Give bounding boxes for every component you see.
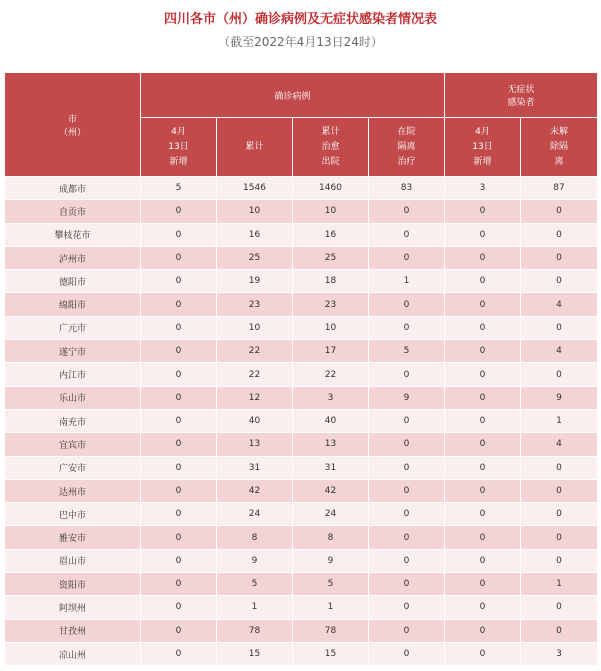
cell-total: 22 — [217, 340, 293, 363]
cell-asym-new: 0 — [445, 549, 521, 572]
cell-total: 9 — [217, 549, 293, 572]
cell-cured: 40 — [293, 409, 369, 432]
header-col-hospital-line-2: 隔离 — [397, 141, 416, 152]
cell-hosp: 0 — [369, 642, 445, 665]
cell-city: 雅安市 — [5, 526, 141, 549]
header-col-total-line-1: 累计 — [245, 141, 264, 152]
cell-hosp: 0 — [369, 246, 445, 269]
header-col-cured — [293, 118, 369, 177]
cell-asym-iso: 1 — [521, 573, 598, 596]
cell-hosp: 0 — [369, 456, 445, 479]
cell-city: 南充市 — [5, 409, 141, 432]
header-col-asym-isolated-line-1: 未解 — [550, 126, 569, 137]
cell-city: 内江市 — [5, 363, 141, 386]
cell-asym-iso: 0 — [521, 270, 598, 293]
cell-city: 成都市 — [5, 177, 141, 200]
cell-total: 15 — [217, 642, 293, 665]
cell-hosp: 0 — [369, 409, 445, 432]
cell-asym-iso: 4 — [521, 293, 598, 316]
header-city — [5, 73, 141, 177]
table-row — [5, 200, 598, 223]
cell-city: 广安市 — [5, 456, 141, 479]
header-col-cured-line-3: 出院 — [321, 156, 340, 167]
cell-asym-iso: 87 — [521, 177, 598, 200]
cell-asym-new: 0 — [445, 363, 521, 386]
covid-stats-table — [4, 72, 598, 666]
cell-city: 凉山州 — [5, 642, 141, 665]
cell-new: 0 — [141, 596, 217, 619]
cell-asym-iso: 4 — [521, 433, 598, 456]
table-row — [5, 573, 598, 596]
cell-city: 攀枝花市 — [5, 223, 141, 246]
cell-city: 遂宁市 — [5, 340, 141, 363]
cell-city: 眉山市 — [5, 549, 141, 572]
cell-new: 0 — [141, 526, 217, 549]
cell-city: 阿坝州 — [5, 596, 141, 619]
cell-city: 绵阳市 — [5, 293, 141, 316]
cell-hosp: 0 — [369, 503, 445, 526]
cell-new: 0 — [141, 270, 217, 293]
cell-hosp: 0 — [369, 433, 445, 456]
cell-new: 0 — [141, 293, 217, 316]
header-col-total — [217, 118, 293, 177]
cell-cured: 10 — [293, 200, 369, 223]
table-row — [5, 293, 598, 316]
cell-new: 0 — [141, 223, 217, 246]
cell-asym-new: 0 — [445, 316, 521, 339]
cell-new: 0 — [141, 479, 217, 502]
cell-asym-new: 0 — [445, 573, 521, 596]
cell-asym-new: 0 — [445, 270, 521, 293]
page-title: 四川各市（州）确诊病例及无症状感染者情况表 — [163, 12, 437, 27]
cell-hosp: 0 — [369, 200, 445, 223]
table-row — [5, 619, 598, 642]
cell-hosp: 83 — [369, 177, 445, 200]
cell-city: 乐山市 — [5, 386, 141, 409]
cell-new: 0 — [141, 549, 217, 572]
table-row — [5, 642, 598, 665]
cell-total: 16 — [217, 223, 293, 246]
cell-total: 23 — [217, 293, 293, 316]
cell-asym-iso: 0 — [521, 246, 598, 269]
cell-asym-new: 0 — [445, 386, 521, 409]
cell-new: 0 — [141, 386, 217, 409]
table-row — [5, 340, 598, 363]
cell-asym-new: 0 — [445, 596, 521, 619]
cell-cured: 22 — [293, 363, 369, 386]
cell-asym-new: 0 — [445, 479, 521, 502]
cell-cured: 25 — [293, 246, 369, 269]
cell-city: 德阳市 — [5, 270, 141, 293]
cell-asym-iso: 1 — [521, 409, 598, 432]
cell-new: 0 — [141, 619, 217, 642]
table-row — [5, 270, 598, 293]
table-row — [5, 479, 598, 502]
header-col-asym-new-line-3: 新增 — [473, 156, 492, 167]
cell-city: 资阳市 — [5, 573, 141, 596]
cell-new: 0 — [141, 503, 217, 526]
table-row — [5, 246, 598, 269]
table-row — [5, 549, 598, 572]
cell-new: 0 — [141, 363, 217, 386]
cell-city: 泸州市 — [5, 246, 141, 269]
cell-asym-iso: 0 — [521, 619, 598, 642]
cell-cured: 9 — [293, 549, 369, 572]
cell-asym-new: 0 — [445, 456, 521, 479]
cell-city: 甘孜州 — [5, 619, 141, 642]
cell-hosp: 0 — [369, 363, 445, 386]
cell-hosp: 0 — [369, 526, 445, 549]
table-row — [5, 177, 598, 200]
cell-asym-new: 0 — [445, 503, 521, 526]
cell-total: 10 — [217, 316, 293, 339]
header-col-new-line-3: 新增 — [169, 156, 188, 167]
cell-cured: 78 — [293, 619, 369, 642]
cell-asym-iso: 9 — [521, 386, 598, 409]
cell-total: 31 — [217, 456, 293, 479]
cell-new: 0 — [141, 573, 217, 596]
cell-total: 1 — [217, 596, 293, 619]
cell-asym-new: 0 — [445, 293, 521, 316]
cell-asym-iso: 0 — [521, 526, 598, 549]
cell-total: 78 — [217, 619, 293, 642]
cell-total: 12 — [217, 386, 293, 409]
header-col-asym-isolated-line-3: 离 — [554, 156, 564, 167]
cell-new: 0 — [141, 456, 217, 479]
table-row — [5, 386, 598, 409]
header-col-new — [141, 118, 217, 177]
cell-asym-new: 0 — [445, 409, 521, 432]
cell-hosp: 0 — [369, 479, 445, 502]
cell-asym-iso: 0 — [521, 503, 598, 526]
cell-hosp: 0 — [369, 596, 445, 619]
header-col-asym-new-line-1: 4月 — [475, 126, 490, 137]
cell-hosp: 0 — [369, 619, 445, 642]
cell-asym-iso: 4 — [521, 340, 598, 363]
cell-new: 0 — [141, 409, 217, 432]
table-row — [5, 316, 598, 339]
header-col-hospital — [369, 118, 445, 177]
table-row — [5, 456, 598, 479]
table-row — [5, 433, 598, 456]
cell-total: 13 — [217, 433, 293, 456]
table-row — [5, 363, 598, 386]
header-col-asym-isolated-line-2: 除隔 — [550, 141, 569, 152]
cell-hosp: 9 — [369, 386, 445, 409]
cell-total: 5 — [217, 573, 293, 596]
cell-cured: 8 — [293, 526, 369, 549]
cell-city: 宜宾市 — [5, 433, 141, 456]
page-subtitle: （截至2022年4月13日24时） — [218, 35, 383, 49]
cell-asym-new: 0 — [445, 200, 521, 223]
cell-new: 0 — [141, 316, 217, 339]
cell-cured: 13 — [293, 433, 369, 456]
cell-asym-new: 3 — [445, 177, 521, 200]
cell-total: 40 — [217, 409, 293, 432]
table-row — [5, 596, 598, 619]
cell-city: 巴中市 — [5, 503, 141, 526]
cell-asym-iso: 0 — [521, 363, 598, 386]
header-col-new-line-2: 13日 — [168, 141, 189, 152]
header-col-asym-new-line-2: 13日 — [472, 141, 493, 152]
cell-new: 0 — [141, 340, 217, 363]
table-row — [5, 503, 598, 526]
table-body — [5, 177, 598, 666]
cell-cured: 1460 — [293, 177, 369, 200]
cell-asym-iso: 0 — [521, 549, 598, 572]
cell-total: 42 — [217, 479, 293, 502]
cell-cured: 24 — [293, 503, 369, 526]
header-city-line-1: 市 — [67, 114, 77, 125]
cell-total: 10 — [217, 200, 293, 223]
header-row-group — [5, 73, 598, 118]
cell-new: 0 — [141, 642, 217, 665]
cell-asym-iso: 0 — [521, 316, 598, 339]
header-col-cured-line-1: 累计 — [321, 126, 340, 137]
cell-city: 达州市 — [5, 479, 141, 502]
cell-cured: 18 — [293, 270, 369, 293]
cell-asym-new: 0 — [445, 246, 521, 269]
cell-new: 0 — [141, 246, 217, 269]
table-row — [5, 409, 598, 432]
header-col-new-line-1: 4月 — [171, 126, 186, 137]
cell-hosp: 0 — [369, 316, 445, 339]
cell-new: 0 — [141, 200, 217, 223]
header-asym-line-2: 感染者 — [507, 98, 535, 108]
cell-asym-new: 0 — [445, 526, 521, 549]
header-city-line-2: （州） — [58, 127, 86, 138]
cell-hosp: 0 — [369, 223, 445, 246]
cell-new: 0 — [141, 433, 217, 456]
cell-asym-iso: 0 — [521, 456, 598, 479]
header-asym-line-1: 无症状 — [507, 85, 535, 95]
cell-asym-iso: 0 — [521, 596, 598, 619]
header-asym-group — [445, 73, 598, 118]
cell-hosp: 0 — [369, 573, 445, 596]
cell-asym-new: 0 — [445, 642, 521, 665]
cell-hosp: 0 — [369, 293, 445, 316]
cell-hosp: 0 — [369, 549, 445, 572]
cell-cured: 42 — [293, 479, 369, 502]
header-col-asym-new — [445, 118, 521, 177]
header-confirmed-group: 确诊病例 — [141, 73, 445, 118]
cell-cured: 15 — [293, 642, 369, 665]
cell-cured: 31 — [293, 456, 369, 479]
cell-cured: 10 — [293, 316, 369, 339]
cell-cured: 5 — [293, 573, 369, 596]
cell-asym-iso: 0 — [521, 200, 598, 223]
cell-cured: 17 — [293, 340, 369, 363]
header-col-asym-isolated — [521, 118, 598, 177]
cell-city: 自贡市 — [5, 200, 141, 223]
cell-cured: 23 — [293, 293, 369, 316]
cell-cured: 16 — [293, 223, 369, 246]
header-col-cured-line-2: 治愈 — [321, 141, 340, 152]
cell-asym-new: 0 — [445, 619, 521, 642]
cell-total: 25 — [217, 246, 293, 269]
cell-asym-iso: 3 — [521, 642, 598, 665]
cell-asym-iso: 0 — [521, 479, 598, 502]
cell-cured: 3 — [293, 386, 369, 409]
header-col-hospital-line-1: 在院 — [397, 126, 416, 137]
header-col-hospital-line-3: 治疗 — [397, 156, 416, 167]
cell-asym-new: 0 — [445, 340, 521, 363]
cell-hosp: 5 — [369, 340, 445, 363]
cell-cured: 1 — [293, 596, 369, 619]
cell-total: 24 — [217, 503, 293, 526]
cell-asym-new: 0 — [445, 223, 521, 246]
cell-new: 5 — [141, 177, 217, 200]
cell-total: 22 — [217, 363, 293, 386]
table-row — [5, 223, 598, 246]
cell-total: 19 — [217, 270, 293, 293]
cell-total: 8 — [217, 526, 293, 549]
cell-total: 1546 — [217, 177, 293, 200]
table-row — [5, 526, 598, 549]
cell-asym-new: 0 — [445, 433, 521, 456]
cell-hosp: 1 — [369, 270, 445, 293]
cell-asym-iso: 0 — [521, 223, 598, 246]
cell-city: 广元市 — [5, 316, 141, 339]
